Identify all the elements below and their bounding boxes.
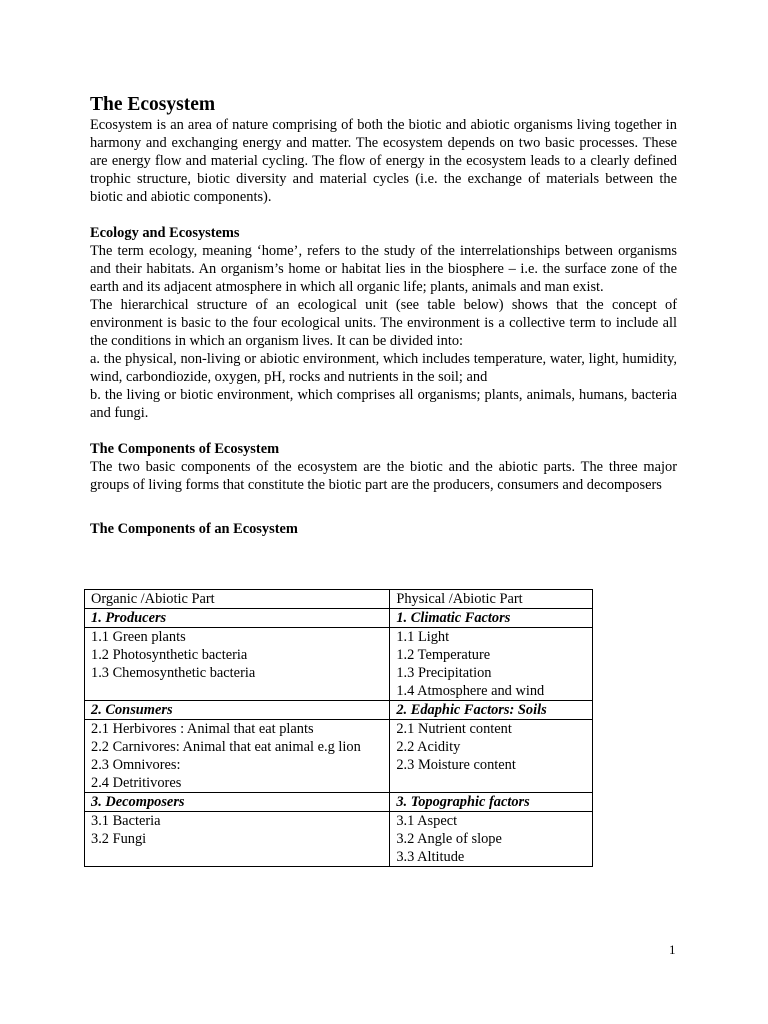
list-item: 2.3 Omnivores: [91, 757, 181, 773]
list-item: 2.1 Nutrient content [396, 721, 512, 737]
list-item: 1.4 Atmosphere and wind [396, 683, 545, 699]
section-heading-components: The Components of Ecosystem [90, 441, 280, 457]
list-item: 3.2 Angle of slope [396, 831, 502, 847]
table-row [85, 628, 593, 701]
list-item: 2.1 Herbivores : Animal that eat plants [91, 721, 314, 737]
group-header: 1. Climatic Factors [390, 609, 593, 628]
list-item: 3.1 Bacteria [91, 813, 161, 829]
group-header: 2. Consumers [85, 701, 390, 720]
table-group-header-row [85, 609, 593, 628]
list-item: 1.2 Temperature [396, 647, 491, 663]
list-item: 1.3 Chemosynthetic bacteria [91, 665, 256, 681]
list-item: 3.2 Fungi [91, 831, 147, 847]
table-group-header-row [85, 793, 593, 812]
table-cell [85, 720, 390, 793]
list-item: 3.1 Aspect [396, 813, 458, 829]
list-item: 1.2 Photosynthetic bacteria [91, 647, 248, 663]
ecology-paragraph-2: The hierarchical structure of an ecological unit (see table below) shows that the concept of environment is basic to the four ecological units. The environment is a collective term to include all the conditions in which an organism lives. It can be divided into: [90, 297, 677, 349]
page-number: 1 [669, 942, 676, 957]
table-group-header-row [85, 701, 593, 720]
table-cell [390, 628, 593, 701]
table-row [85, 720, 593, 793]
table-cell [85, 812, 390, 867]
list-item: 1.1 Green plants [91, 629, 186, 645]
components-paragraph: The two basic components of the ecosystem are the biotic and the abiotic parts. The three major groups of living forms that constitute the biotic part are the producers, consumers and decomposers [90, 459, 677, 493]
table-cell [390, 720, 593, 793]
page-title: The Ecosystem [90, 94, 216, 115]
list-item: 3.3 Altitude [396, 849, 465, 865]
list-item: 2.4 Detritivores [91, 775, 182, 791]
ecology-item-b: b. the living or biotic environment, which comprises all organisms; plants, animals, humans, bacteria and fungi. [90, 387, 677, 421]
section-heading-ecology: Ecology and Ecosystems [90, 225, 240, 241]
group-header: 3. Topographic factors [390, 793, 593, 812]
table-header-row [85, 590, 593, 609]
table-cell [390, 812, 593, 867]
group-header: 1. Producers [85, 609, 390, 628]
column-header: Physical /Abiotic Part [390, 590, 593, 609]
table-caption: The Components of an Ecosystem [90, 521, 298, 537]
document-body [90, 94, 677, 538]
table-cell [85, 628, 390, 701]
list-item: 1.1 Light [396, 629, 450, 645]
list-item: 1.3 Precipitation [396, 665, 492, 681]
list-item: 2.3 Moisture content [396, 757, 516, 773]
group-header: 3. Decomposers [85, 793, 390, 812]
ecology-paragraph-1: The term ecology, meaning ‘home’, refers to the study of the interrelationships between organisms and their habitats. An organism’s home or habitat lies in the biosphere – i.e. the surface zone of the earth and its adjacent atmosphere in which all organic life; plants, animals and man exist. [90, 243, 677, 295]
table-row [85, 812, 593, 867]
column-header: Organic /Abiotic Part [85, 590, 390, 609]
intro-paragraph: Ecosystem is an area of nature comprising of both the biotic and abiotic organisms living together in harmony and exchanging energy and matter. The ecosystem depends on two basic processes. These are energy flow and material cycling. The flow of energy in the ecosystem leads to a clearly defined trophic structure, biotic diversity and material cycles (i.e. the exchange of materials between the biotic and abiotic components). [90, 117, 677, 205]
components-table [84, 589, 593, 867]
group-header: 2. Edaphic Factors: Soils [390, 701, 593, 720]
list-item: 2.2 Carnivores: Animal that eat animal e.g lion [91, 739, 361, 755]
ecology-item-a: a. the physical, non-living or abiotic environment, which includes temperature, water, light, humidity, wind, carbondiozide, oxygen, pH, rocks and nutrients in the soil; and [90, 351, 677, 385]
list-item: 2.2 Acidity [396, 739, 461, 755]
